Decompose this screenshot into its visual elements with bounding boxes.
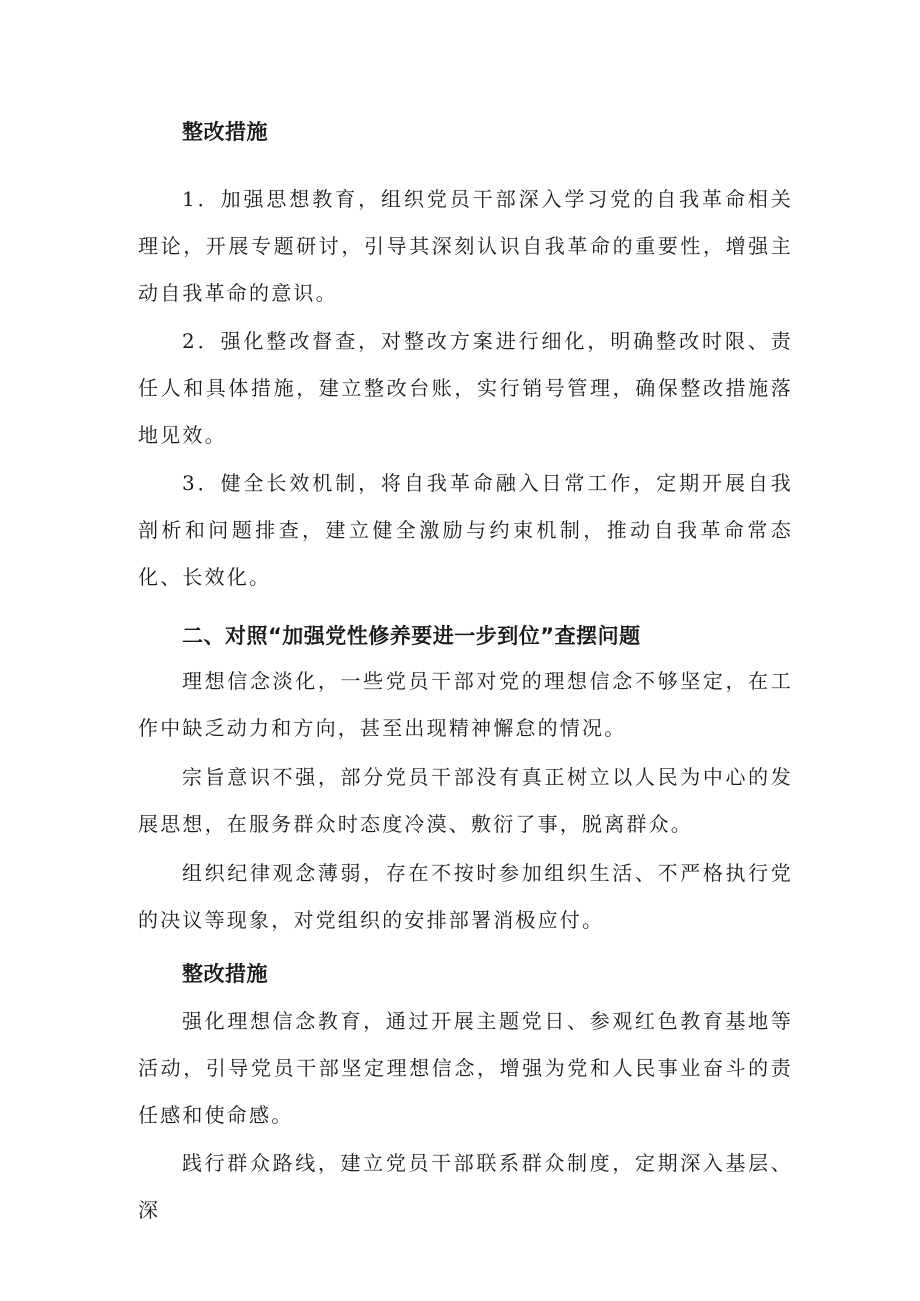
paragraph-measure-5: 践行群众路线，建立党员干部联系群众制度，定期深入基层、深 bbox=[138, 1151, 793, 1222]
paragraph-measure-4: 强化理想信念教育，通过开展主题党日、参观红色教育基地等活动，引导党员干部坚定理想信念，增强为党和人民事业奋斗的责任感和使命感。 bbox=[138, 1009, 793, 1127]
paragraph-problem-2: 宗旨意识不强，部分党员干部没有真正树立以人民为中心的发展思想，在服务群众时态度冷漠、敷衍了事，脱离群众。 bbox=[138, 765, 793, 836]
paragraph-measure-1: 1．加强思想教育，组织党员干部深入学习党的自我革命相关理论，开展专题研讨，引导其深刻认识自我革命的重要性，增强主动自我革命的意识。 bbox=[138, 187, 793, 305]
section-heading-rectification-2: 整改措施 bbox=[182, 962, 268, 986]
section-heading-rectification: 整改措施 bbox=[182, 120, 268, 144]
section-heading-party-spirit: 二、对照“加强党性修养要进一步到位”查摆问题 bbox=[182, 624, 641, 648]
paragraph-problem-3: 组织纪律观念薄弱，存在不按时参加组织生活、不严格执行党的决议等现象，对党组织的安排部署消极应付。 bbox=[138, 861, 793, 932]
paragraph-measure-2: 2．强化整改督查，对整改方案进行细化，明确整改时限、责任人和具体措施，建立整改台账，实行销号管理，确保整改措施落地见效。 bbox=[138, 329, 793, 447]
paragraph-measure-3: 3．健全长效机制，将自我革命融入日常工作，定期开展自我剖析和问题排查，建立健全激励与约束机制，推动自我革命常态化、长效化。 bbox=[138, 471, 793, 589]
paragraph-problem-1: 理想信念淡化，一些党员干部对党的理想信念不够坚定，在工作中缺乏动力和方向，甚至出现精神懈怠的情况。 bbox=[138, 669, 793, 740]
